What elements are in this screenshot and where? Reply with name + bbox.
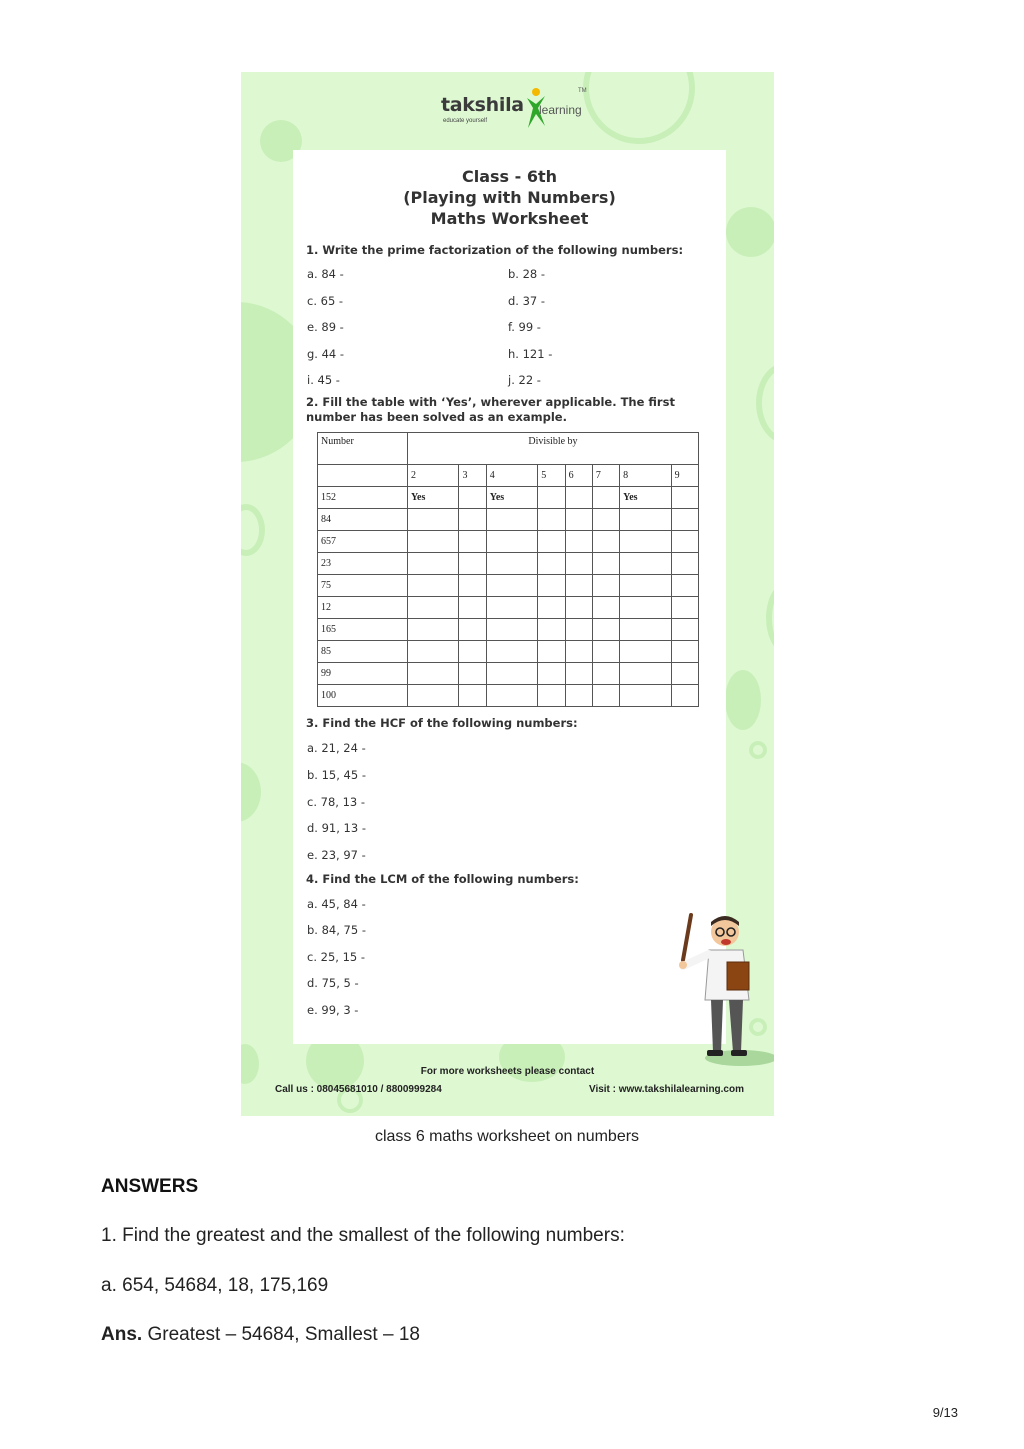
table-cell xyxy=(486,663,538,685)
table-cell xyxy=(671,663,698,685)
answer-text: Greatest – 54684, Smallest – 18 xyxy=(142,1324,420,1345)
table-cell xyxy=(565,619,592,641)
table-cell xyxy=(671,487,698,509)
divisor-cell: 7 xyxy=(592,465,619,487)
table-cell xyxy=(671,509,698,531)
table-cell xyxy=(592,487,619,509)
question-1: 1. Write the prime factorization of the following numbers: xyxy=(306,243,684,257)
table-cell xyxy=(592,575,619,597)
footer-call: Call us : 08045681010 / 8800999284 xyxy=(275,1084,442,1095)
divisor-cell: 9 xyxy=(671,465,698,487)
table-header-row xyxy=(318,433,699,465)
table-cell xyxy=(486,553,538,575)
answer-part-a: a. 654, 54684, 18, 175,169 xyxy=(101,1275,329,1296)
table-cell xyxy=(538,685,565,707)
table-cell xyxy=(565,575,592,597)
q1-option: g. 44 - xyxy=(307,347,345,361)
table-row xyxy=(318,685,699,707)
answers-heading: ANSWERS xyxy=(101,1176,199,1197)
row-number-cell: 99 xyxy=(318,663,408,685)
logo-tagline: educate yourself xyxy=(443,118,488,124)
q3-option: e. 23, 97 - xyxy=(307,848,366,862)
q1-option: j. 22 - xyxy=(508,373,541,387)
table-cell: Yes xyxy=(407,487,459,509)
table-cell xyxy=(407,509,459,531)
divisor-cell: 2 xyxy=(407,465,459,487)
table-cell xyxy=(459,575,486,597)
header-number: Number xyxy=(318,433,408,465)
table-cell xyxy=(565,531,592,553)
table-cell: Yes xyxy=(620,487,672,509)
row-number-cell: 84 xyxy=(318,509,408,531)
table-row xyxy=(318,619,699,641)
table-cell xyxy=(407,685,459,707)
worksheet-title xyxy=(293,166,726,229)
decor-circle xyxy=(241,1044,259,1084)
q1-option: f. 99 - xyxy=(508,320,541,334)
table-cell xyxy=(486,597,538,619)
table-cell xyxy=(407,641,459,663)
divisor-cell: 8 xyxy=(620,465,672,487)
decor-ring xyxy=(241,504,265,556)
table-cell xyxy=(538,531,565,553)
table-cell xyxy=(538,575,565,597)
table-cell xyxy=(486,641,538,663)
answer-label: Ans. xyxy=(101,1324,143,1345)
footer-contact-line: For more worksheets please contact xyxy=(420,1066,595,1077)
table-cell xyxy=(671,575,698,597)
q3-option: c. 78, 13 - xyxy=(307,795,366,809)
table-cell xyxy=(486,685,538,707)
divisor-cell: 6 xyxy=(565,465,592,487)
worksheet-sheet xyxy=(293,150,726,1044)
table-cell xyxy=(620,509,672,531)
q3-option: d. 91, 13 - xyxy=(307,821,366,835)
table-cell xyxy=(407,553,459,575)
table-cell xyxy=(459,531,486,553)
table-cell xyxy=(671,619,698,641)
table-cell xyxy=(620,641,672,663)
table-cell xyxy=(407,663,459,685)
table-cell xyxy=(565,487,592,509)
table-cell xyxy=(592,531,619,553)
table-cell xyxy=(592,641,619,663)
table-cell xyxy=(538,641,565,663)
table-cell xyxy=(538,509,565,531)
q1-option: d. 37 - xyxy=(508,294,546,308)
table-cell xyxy=(407,575,459,597)
table-cell xyxy=(486,575,538,597)
divisor-cell: 3 xyxy=(459,465,486,487)
logo-tm: TM xyxy=(578,88,587,94)
table-cell xyxy=(538,487,565,509)
decor-ring xyxy=(583,72,695,144)
table-cell xyxy=(565,641,592,663)
title-line: Maths Worksheet xyxy=(430,209,589,228)
decor-circle xyxy=(725,670,761,730)
question-2: 2. Fill the table with ‘Yes’, wherever applicable. The first number has been solved as an example. xyxy=(306,395,675,424)
row-number-cell: 85 xyxy=(318,641,408,663)
table-cell xyxy=(565,509,592,531)
table-cell xyxy=(620,531,672,553)
table-cell xyxy=(565,597,592,619)
table-cell xyxy=(459,597,486,619)
decor-circle xyxy=(241,762,261,822)
q4-option: d. 75, 5 - xyxy=(307,976,359,990)
table-cell xyxy=(407,531,459,553)
answer-question: 1. Find the greatest and the smallest of the following numbers: xyxy=(101,1225,625,1246)
table-cell xyxy=(620,619,672,641)
table-cell xyxy=(671,553,698,575)
image-caption: class 6 maths worksheet on numbers xyxy=(374,1128,640,1145)
q4-option: c. 25, 15 - xyxy=(307,950,366,964)
table-cell xyxy=(620,685,672,707)
table-cell xyxy=(592,663,619,685)
row-number-cell: 23 xyxy=(318,553,408,575)
table-cell xyxy=(592,597,619,619)
table-cell xyxy=(671,597,698,619)
q4-option: b. 84, 75 - xyxy=(307,923,366,937)
table-row xyxy=(318,509,699,531)
row-number-cell: 100 xyxy=(318,685,408,707)
table-cell xyxy=(459,663,486,685)
q3-option: b. 15, 45 - xyxy=(307,768,366,782)
question-4: 4. Find the LCM of the following numbers: xyxy=(306,872,579,886)
logo-brand: takshila xyxy=(441,94,524,116)
title-line: (Playing with Numbers) xyxy=(403,188,616,207)
table-row xyxy=(318,597,699,619)
logo-side-text: learning xyxy=(539,103,582,117)
table-cell xyxy=(565,553,592,575)
table-cell xyxy=(459,487,486,509)
q3-option: a. 21, 24 - xyxy=(307,741,366,755)
title-line: Class - 6th xyxy=(461,167,558,186)
table-cell xyxy=(486,531,538,553)
page-number: 9/13 xyxy=(932,1405,958,1420)
table-cell xyxy=(459,553,486,575)
row-number-cell: 152 xyxy=(318,487,408,509)
divisor-cell: 4 xyxy=(486,465,538,487)
table-cell xyxy=(592,619,619,641)
decor-ring xyxy=(756,362,774,444)
table-cell xyxy=(671,685,698,707)
row-number-cell: 75 xyxy=(318,575,408,597)
table-cell xyxy=(565,685,592,707)
row-number-cell: 12 xyxy=(318,597,408,619)
table-cell xyxy=(318,465,408,487)
row-number-cell: 165 xyxy=(318,619,408,641)
table-cell xyxy=(538,663,565,685)
table-row xyxy=(318,663,699,685)
q4-option: a. 45, 84 - xyxy=(307,897,366,911)
table-cell xyxy=(407,597,459,619)
table-cell xyxy=(592,509,619,531)
table-cell xyxy=(538,597,565,619)
table-cell xyxy=(671,641,698,663)
table-cell xyxy=(620,575,672,597)
table-cell xyxy=(592,553,619,575)
table-body xyxy=(318,487,699,707)
table-row xyxy=(318,531,699,553)
table-cell xyxy=(486,509,538,531)
table-cell xyxy=(538,553,565,575)
header-divisible: Divisible by xyxy=(407,433,698,465)
table-cell xyxy=(538,619,565,641)
table-cell xyxy=(565,663,592,685)
divisibility-table xyxy=(317,432,699,707)
q1-option: h. 121 - xyxy=(508,347,553,361)
q1-option: i. 45 - xyxy=(307,373,340,387)
table-divisor-row xyxy=(318,465,699,487)
table-cell xyxy=(620,597,672,619)
decor-ring xyxy=(766,582,774,654)
table-row xyxy=(318,641,699,663)
teacher-illustration xyxy=(671,910,774,1070)
table-cell xyxy=(459,509,486,531)
table-row xyxy=(318,575,699,597)
table-cell xyxy=(592,685,619,707)
q1-option: e. 89 - xyxy=(307,320,344,334)
q1-option: a. 84 - xyxy=(307,267,344,281)
table-cell xyxy=(486,619,538,641)
q1-option: c. 65 - xyxy=(307,294,344,308)
table-cell xyxy=(671,531,698,553)
table-cell xyxy=(620,553,672,575)
table-row xyxy=(318,487,699,509)
q1-option: b. 28 - xyxy=(508,267,546,281)
row-number-cell: 657 xyxy=(318,531,408,553)
decor-ring xyxy=(749,741,767,759)
decor-circle xyxy=(726,207,774,257)
table-cell xyxy=(620,663,672,685)
answer-line xyxy=(101,1324,420,1346)
question-3: 3. Find the HCF of the following numbers: xyxy=(306,716,578,730)
table-cell xyxy=(459,685,486,707)
table-cell xyxy=(459,619,486,641)
table-cell: Yes xyxy=(486,487,538,509)
table-cell xyxy=(407,619,459,641)
table-cell xyxy=(459,641,486,663)
table-row xyxy=(318,553,699,575)
worksheet-image xyxy=(241,72,774,1116)
footer-visit: Visit : www.takshilalearning.com xyxy=(588,1084,744,1095)
divisor-cell: 5 xyxy=(538,465,565,487)
q4-option: e. 99, 3 - xyxy=(307,1003,359,1017)
